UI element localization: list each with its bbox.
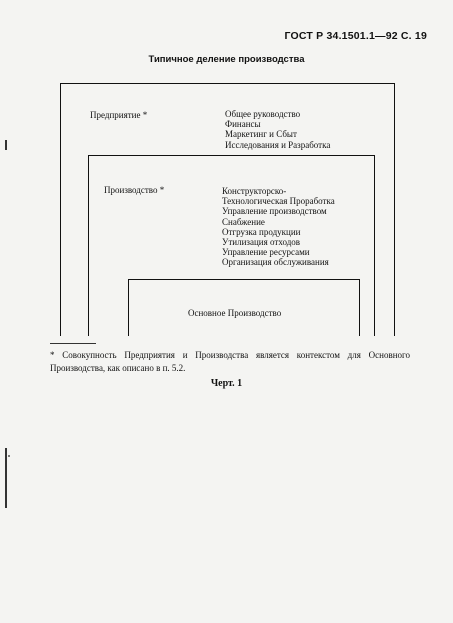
enterprise-functions-list <box>225 109 330 150</box>
production-label: Производство * <box>104 185 165 195</box>
diagram-title: Типичное деление производства <box>148 54 305 65</box>
scan-speck <box>8 455 10 457</box>
figure-label: Черт. 1 <box>210 378 243 389</box>
list-item: Технологическая Проработка <box>222 196 335 207</box>
footnote-rule <box>50 343 96 344</box>
list-item: Снабжение <box>222 216 265 227</box>
list-item: Исследования и Разработка <box>225 139 331 150</box>
list-item: Финансы <box>225 119 261 130</box>
core-production-label: Основное Производство <box>188 308 282 318</box>
list-item: Маркетинг и Сбыт <box>225 129 297 140</box>
list-item: Утилизация отходов <box>222 237 301 248</box>
list-item: Управление ресурсами <box>222 247 310 258</box>
list-item: Общее руководство <box>225 109 301 119</box>
list-item: Отгрузка продукции <box>222 226 301 237</box>
production-functions-list <box>222 186 335 268</box>
list-item: Управление производством <box>222 206 327 217</box>
footnote: * Совокупность Предприятия и Производства является контекстом для Основного Производства, как описано в п. 5.2. <box>50 350 410 373</box>
standard-header: ГОСТ Р 34.1501.1—92 С. 19 <box>284 30 427 42</box>
enterprise-label: Предприятие * <box>90 110 148 120</box>
binding-mark <box>5 140 7 150</box>
list-item: Конструкторско- <box>222 186 287 196</box>
list-item: Организация обслуживания <box>222 257 329 268</box>
binding-mark <box>5 448 7 508</box>
